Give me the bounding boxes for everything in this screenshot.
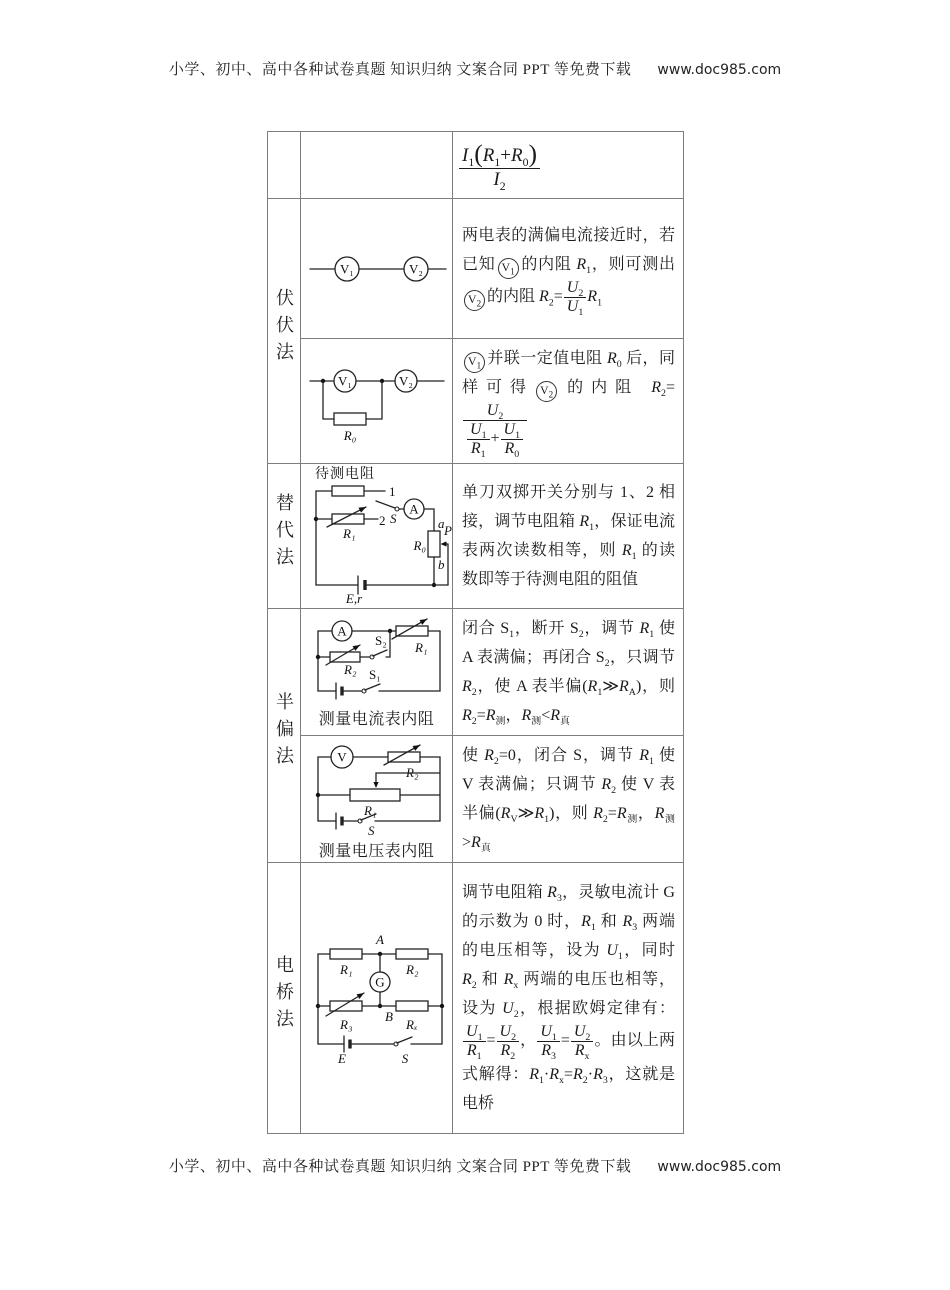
resistor-r2-label: R₂: [405, 961, 418, 977]
method-label-half: 半偏法: [274, 692, 294, 774]
battery-symbol: [336, 683, 342, 699]
contact-1-label: 1: [388, 484, 395, 500]
ammeter-symbol: [404, 499, 424, 519]
half-row1-text: 闭合 $S_1$，断开 $S_2$，调节 $R_1$ 使 A 表满偏；再闭合 $S_2$，只调节 $R_2$，使 A 表半偏$(R_1≫R_A)$，则 $R_2=R_测$，$R_测<R_真$: [453, 608, 684, 735]
node-b-label: B: [384, 1008, 393, 1024]
diagram-cell-vv-series: [301, 199, 453, 339]
switch-s2-symbol: [370, 633, 387, 659]
ammeter-label: A: [336, 623, 347, 639]
galvanometer-label: G: [374, 974, 385, 990]
vv-row1-text: 两电表的满偏电流接近时，若已知 $V_1$ 的内阻 $R_1$，则可测出$V_2$ 的内阻 $R_2=$ $\frac{U_2}{U_1}$ $R_1$: [453, 199, 684, 339]
method-label-bridge: 电桥法: [274, 954, 294, 1036]
resistance-methods-table: [267, 131, 684, 1134]
ammeter-symbol: [332, 621, 352, 641]
page-header: [0, 58, 950, 79]
table-row-half-2: [268, 735, 684, 862]
resistor-r1-label: R₁: [363, 802, 376, 818]
resistor-r1-symbol: [330, 949, 362, 977]
resistance-box-r1-symbol: [327, 505, 367, 541]
method-cell-bridge: [268, 862, 301, 1133]
method-cell-substitute: [268, 463, 301, 608]
header-text: 小学、初中、高中各种试卷真题 知识归纳 文案合同 PPT 等免费下载: [168, 62, 632, 78]
substitution-circuit-diagram: [302, 465, 452, 606]
method-label-substitute: 替代法: [274, 492, 294, 574]
resistor-rx-symbol: [396, 1001, 428, 1032]
table-row-substitute: [268, 463, 684, 608]
switch-s-label: S: [389, 511, 396, 527]
voltmeter2-symbol: [404, 257, 428, 281]
voltmeter-circuit-caption: 测量电压表内阻: [318, 842, 435, 860]
bridge-text: 调节电阻箱 $R_3$，灵敏电流计 G 的示数为 0 时，$R_1$ 和 $R_3$ 两端的电压相等，设为 $U_1$，同时 $R_2$ 和 $R_x$ 两端的电压也相等，设为 $U_2$，根据欧姆定律有： $\frac{U_1}{R_1}$ = $\frac{U_2}{R_2}$ ， $\frac{U_1}{R_3}$ = $\frac{U_2}{R_x}$ 。由以上两式解得：$R_1\cdot R_x=R_2\cdot R_3$，这就是电桥: [453, 862, 684, 1133]
unknown-resistor-symbol: [332, 486, 364, 496]
node-a-label: A: [375, 931, 384, 947]
resistance-box-r2-symbol: [326, 642, 361, 676]
wiper-p-label: P: [443, 523, 452, 539]
method-cell-half: [268, 608, 301, 862]
voltmeter1-symbol: [334, 370, 356, 392]
resistor-r1-label: R₁: [414, 639, 427, 655]
battery-label: E: [337, 1050, 346, 1064]
diagram-cell-substitute: [301, 463, 453, 608]
resistor-r2-label: R₂: [405, 764, 418, 780]
potentiometer-r1-symbol: [350, 789, 400, 818]
half-deflection-ammeter-circuit: [302, 615, 452, 705]
header-url[interactable]: www.doc985.com: [657, 62, 782, 78]
table-row-vv-1: [268, 199, 684, 339]
diagram-cell-half-voltmeter: [301, 735, 453, 862]
resistor-r1-label: R₁: [342, 526, 355, 542]
terminal-a-label: a: [437, 516, 444, 532]
unknown-resistor-title: 待测电阻: [314, 467, 375, 483]
page-footer: [0, 1155, 950, 1176]
resistance-box-r2-symbol: [384, 742, 421, 779]
voltmeter1-label: V₁: [337, 373, 352, 389]
vv-parallel-circuit-diagram: [302, 359, 452, 443]
resistor-r1-label: R₁: [339, 961, 352, 977]
diagram-cell-empty: [301, 132, 453, 199]
switch-s-label: S: [401, 1050, 408, 1064]
switch-s2-label: S₂: [374, 632, 387, 648]
half-row2-text: 使 $R_2=0$，闭合 S，调节 $R_1$ 使 V 表满偏；只调节 $R_2$ 使 V 表半偏$(R_V≫R_1)$，则 $R_2=R_测$，$R_测>R_真$: [453, 735, 684, 862]
table-row-half-1: [268, 608, 684, 735]
battery-symbol: [344, 576, 364, 606]
switch-s-label: S: [367, 822, 374, 837]
bridge-circuit-diagram: [302, 932, 452, 1064]
battery-symbol: [337, 1036, 350, 1064]
method-cell-empty: [268, 132, 301, 199]
voltmeter-symbol: [331, 746, 353, 768]
voltmeter1-symbol: [335, 257, 359, 281]
switch-s-symbol: [394, 1037, 412, 1064]
footer-text: 小学、初中、高中各种试卷真题 知识归纳 文案合同 PPT 等免费下载: [168, 1159, 632, 1175]
resistor-r0-label: R₀: [343, 427, 356, 443]
potentiometer-r0-symbol: [412, 523, 451, 585]
switch-s1-symbol: [362, 667, 381, 693]
diagram-cell-vv-parallel: [301, 339, 453, 464]
voltmeter2-label: V₂: [408, 261, 423, 276]
resistor-rx-label: Rₓ: [405, 1016, 418, 1032]
contact-2-label: 2: [378, 513, 385, 529]
rheostat-r1-symbol: [392, 616, 428, 654]
resistor-r0-symbol: [334, 413, 366, 443]
voltmeter2-symbol: [395, 370, 417, 392]
terminal-b-label: b: [437, 557, 444, 573]
galvanometer-symbol: [370, 972, 390, 992]
method-label-vv: 伏伏法: [274, 287, 294, 369]
battery-label: E,r: [345, 591, 362, 607]
resistor-r2-symbol: [396, 949, 428, 977]
vv-row2-text: $V_1$ 并联一定值电阻 $R_0$ 后，同样可得 $V_2$ 的内阻 $R_2=$ $U_2$ $\frac{U_1}{R_1}$ + $\frac{U_1}{R_0}$: [453, 339, 684, 464]
battery-symbol: [336, 813, 342, 829]
voltmeter-label: V: [336, 749, 347, 765]
table-row-vv-2: [268, 339, 684, 464]
substitute-text: 单刀双掷开关分别与 1、2 相接，调节电阻箱 $R_1$，保证电流表两次读数相等，则 $R_1$ 的读数即等于待测电阻的阻值: [453, 463, 684, 608]
table-row-bridge: [268, 862, 684, 1133]
resistor-r3-label: R₃: [339, 1016, 352, 1032]
carryover-formula: $\frac{I_1(R_1+R_0)}{I_2}$: [453, 132, 684, 199]
footer-url[interactable]: www.doc985.com: [657, 1159, 782, 1175]
resistance-box-r3-symbol: [326, 990, 365, 1031]
method-cell-vv: [268, 199, 301, 464]
ammeter-label: A: [408, 501, 419, 517]
half-deflection-voltmeter-circuit: [302, 737, 452, 837]
vv-series-circuit-diagram: [302, 241, 452, 297]
resistor-r2-label: R₂: [343, 661, 356, 677]
potentiometer-r0-label: R₀: [413, 538, 426, 554]
table-row-carryover: [268, 132, 684, 199]
diagram-cell-bridge: [301, 862, 453, 1133]
diagram-cell-half-ammeter: [301, 608, 453, 735]
voltmeter1-label: V₁: [339, 261, 354, 276]
switch-s1-label: S₁: [368, 666, 381, 682]
voltmeter2-label: V₂: [398, 373, 413, 389]
ammeter-circuit-caption: 测量电流表内阻: [318, 710, 435, 728]
